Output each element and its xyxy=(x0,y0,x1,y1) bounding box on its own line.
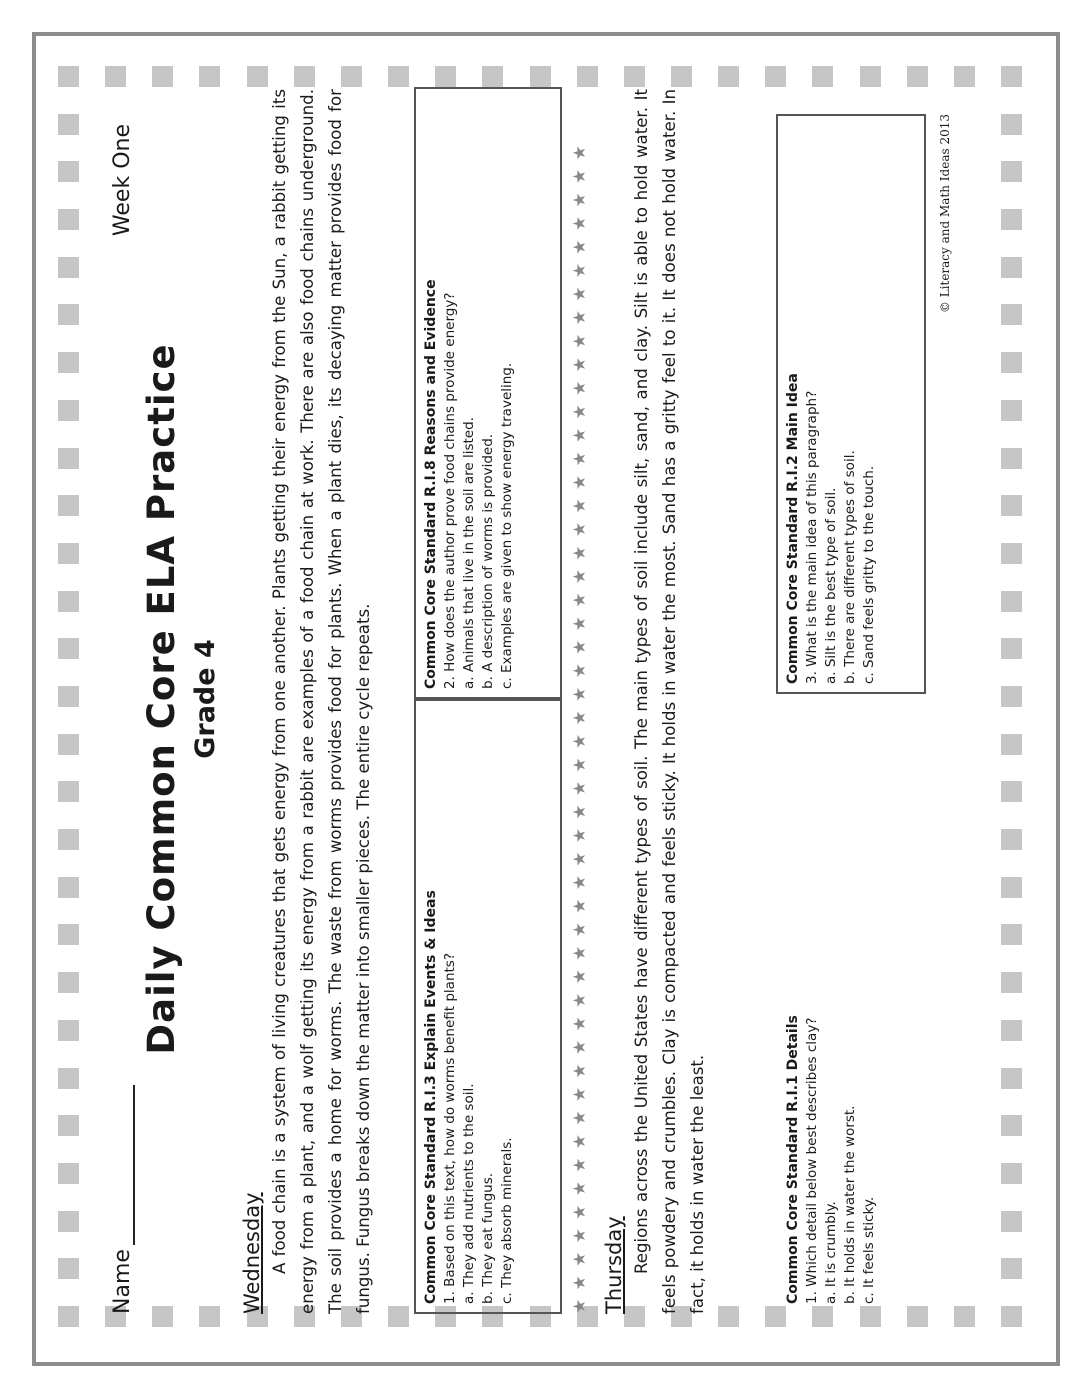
border-square xyxy=(58,781,79,802)
answer-option-c[interactable]: c. Examples are given to show energy traveling. xyxy=(499,362,515,689)
border-square xyxy=(1001,829,1022,850)
wednesday-question-2 xyxy=(414,87,562,699)
border-square xyxy=(58,400,79,421)
wednesday-heading: Wednesday xyxy=(240,1192,264,1314)
name-line[interactable] xyxy=(133,1085,135,1245)
border-square xyxy=(1001,114,1022,135)
border-square xyxy=(58,686,79,707)
week-label: Week One xyxy=(110,124,135,237)
border-square xyxy=(58,209,79,230)
border-square xyxy=(58,448,79,469)
border-square xyxy=(1001,1020,1022,1041)
question-text: 1. Based on this text, how do worms benefit plants? xyxy=(442,953,458,1304)
border-square xyxy=(1001,400,1022,421)
border-square xyxy=(58,734,79,755)
border-square xyxy=(58,114,79,135)
border-square xyxy=(58,543,79,564)
border-square xyxy=(1001,781,1022,802)
border-square xyxy=(58,161,79,182)
standard-label: Common Core Standard R.I.2 Main Idea xyxy=(785,373,801,684)
copyright-text: © Literacy and Math Ideas 2013 xyxy=(938,114,952,314)
answer-option-a[interactable]: a. It is crumbly. xyxy=(823,1201,839,1304)
border-square xyxy=(58,1115,79,1136)
border-square xyxy=(1001,1115,1022,1136)
question-text: 2. How does the author prove food chains provide energy? xyxy=(442,292,458,689)
border-square xyxy=(1001,1306,1022,1327)
border-square xyxy=(1001,66,1022,87)
border-square xyxy=(1001,877,1022,898)
border-square xyxy=(58,972,79,993)
border-square xyxy=(1001,1068,1022,1089)
border-square xyxy=(1001,1211,1022,1232)
answer-option-a[interactable]: a. They add nutrients to the soil. xyxy=(461,1083,477,1304)
border-square xyxy=(58,257,79,278)
border-square xyxy=(1001,1258,1022,1279)
border-square xyxy=(58,352,79,373)
border-square xyxy=(1001,1163,1022,1184)
border-square xyxy=(1001,972,1022,993)
worksheet xyxy=(90,84,990,1314)
answer-option-c[interactable]: c. They absorb minerals. xyxy=(499,1137,515,1304)
standard-label: Common Core Standard R.I.1 Details xyxy=(785,1015,801,1304)
border-square xyxy=(58,1163,79,1184)
border-square xyxy=(58,1068,79,1089)
border-square xyxy=(1001,495,1022,516)
border-square xyxy=(58,877,79,898)
border-square xyxy=(1001,686,1022,707)
answer-option-b[interactable]: b. It holds in water the worst. xyxy=(842,1105,858,1304)
border-square xyxy=(1001,257,1022,278)
border-square xyxy=(58,1258,79,1279)
border-square xyxy=(1001,543,1022,564)
star-divider: ★★★★★★★★★★★★★★★★★★★★★★★★★★★★★★★★★★★★★★★★★★★★★★★★★★ xyxy=(570,136,590,1314)
standard-label: Common Core Standard R.I.8 Reasons and Evidence xyxy=(423,279,439,689)
border-square xyxy=(58,591,79,612)
border-square xyxy=(58,1306,79,1327)
border-square xyxy=(1001,924,1022,945)
wednesday-question-1 xyxy=(414,699,562,1314)
border-square xyxy=(1001,638,1022,659)
border-square xyxy=(1001,161,1022,182)
question-text: 1. Which detail below best describes clay? xyxy=(804,1017,820,1304)
border-square xyxy=(58,495,79,516)
border-square xyxy=(1001,304,1022,325)
border-square xyxy=(58,304,79,325)
answer-option-b[interactable]: b. They eat fungus. xyxy=(480,1172,496,1304)
border-square xyxy=(58,924,79,945)
border-square xyxy=(1001,734,1022,755)
answer-option-b[interactable]: b. A description of worms is provided. xyxy=(480,433,496,689)
answer-option-a[interactable]: a. Silt is the best type of soil. xyxy=(823,487,839,684)
thursday-heading: Thursday xyxy=(602,1216,626,1314)
wednesday-passage: A food chain is a system of living creatures that gets energy from one another. Plants getting their energy from the Sun, a rabbit getting its energy from a plant, and a wolf getting its energy from a rabbit are examples of a food chain at work. There are also food chains underground. The soil provides a home for worms. The waste from worms provides food for plants. When a plant dies, its decaying matter provides food for fungus. Fungus breaks down the matter into smaller pieces. The entire cycle repeats. xyxy=(270,89,373,1314)
standard-label: Common Core Standard R.I.3 Explain Events & Ideas xyxy=(423,890,439,1304)
border-square xyxy=(58,66,79,87)
border-square xyxy=(58,829,79,850)
border-square xyxy=(58,638,79,659)
page-title: Daily Common Core ELA Practice xyxy=(140,343,183,1055)
border-square xyxy=(1001,352,1022,373)
border-square xyxy=(1001,591,1022,612)
answer-option-c[interactable]: c. Sand feels gritty to the touch. xyxy=(861,465,877,684)
answer-option-c[interactable]: c. It feels sticky. xyxy=(861,1196,877,1304)
answer-option-b[interactable]: b. There are different types of soil. xyxy=(842,450,858,684)
question-text: 3. What is the main idea of this paragraph? xyxy=(804,390,820,684)
border-square xyxy=(58,1211,79,1232)
answer-option-a[interactable]: a. Animals that live in the soil are listed. xyxy=(461,417,477,689)
border-square xyxy=(1001,448,1022,469)
border-square xyxy=(58,1020,79,1041)
thursday-question-3 xyxy=(776,114,926,694)
name-field[interactable] xyxy=(110,1085,135,1314)
thursday-passage: Regions across the United States have different types of soil. The main types of soil include silt, sand, and clay. Silt is able to hold water. It feels powdery and crumbles. Clay is compacted and feels sticky. It holds in water the most. Sand has a gritty feel to it. It does not hold water. In fact, it holds in water the least. xyxy=(632,89,707,1314)
grade-label: Grade 4 xyxy=(190,639,221,759)
thursday-question-1 xyxy=(776,694,926,1314)
border-square xyxy=(1001,209,1022,230)
name-label: Name xyxy=(110,1249,135,1314)
